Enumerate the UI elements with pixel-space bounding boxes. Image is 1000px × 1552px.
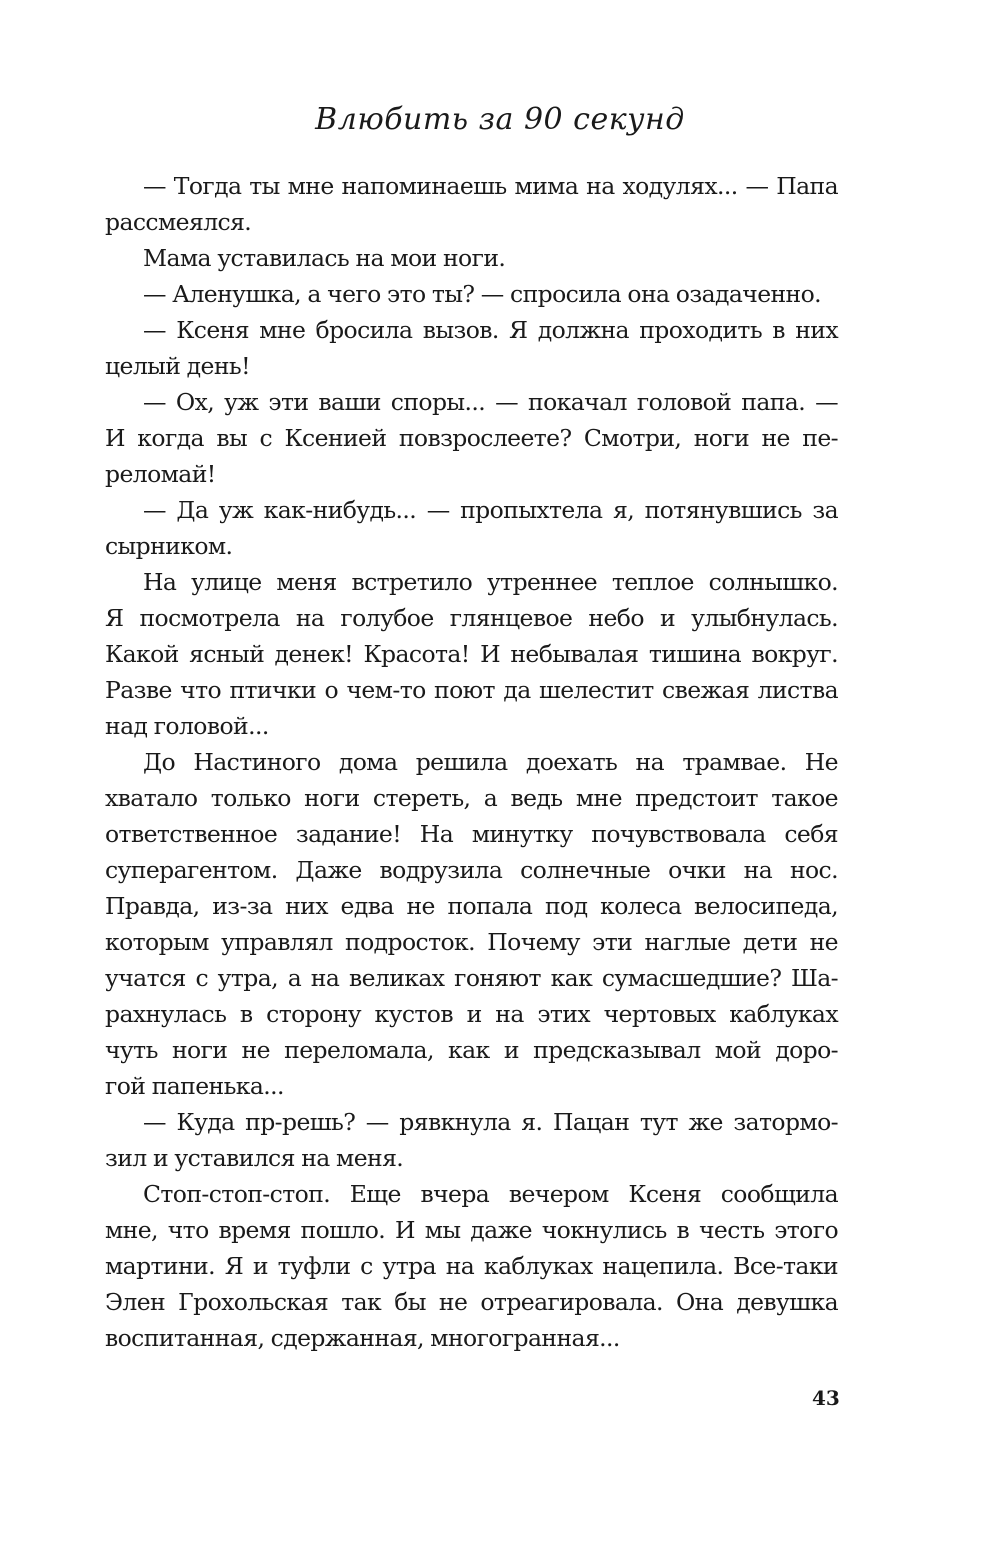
text-line: хватало только ноги стереть, а ведь мне предстоит такое <box>105 784 838 812</box>
text-line: Правда, из-за них едва не попала под колеса велосипеда, <box>105 892 838 920</box>
text-line: Какой ясный денек! Красота! И небывалая тишина вокруг. <box>105 640 838 668</box>
text-line: мне, что время пошло. И мы даже чокнулись в честь этого <box>105 1216 838 1244</box>
text-line: ответственное задание! На минутку почувствовала себя <box>105 820 838 848</box>
text-line: над головой... <box>105 712 269 740</box>
text-line: целый день! <box>105 352 250 380</box>
running-header-title: Влюбить за 90 секунд <box>315 102 685 137</box>
text-line: Разве что птички о чем-то поют да шелестит свежая листва <box>105 676 838 704</box>
text-line: — Куда пр-решь? — рявкнула я. Пацан тут же затормо- <box>143 1108 838 1136</box>
text-line: — Аленушка, а чего это ты? — спросила она озадаченно. <box>143 280 822 308</box>
text-line: рахнулась в сторону кустов и на этих чертовых каблуках <box>105 1000 838 1028</box>
text-line: И когда вы с Ксенией повзрослеете? Смотри, ноги не пе- <box>105 424 838 452</box>
text-line: мартини. Я и туфли с утра на каблуках нацепила. Все-таки <box>105 1252 838 1280</box>
text-line: воспитанная, сдержанная, многогранная... <box>105 1324 620 1352</box>
text-line: чуть ноги не переломала, как и предсказывал мой дорo- <box>105 1036 838 1064</box>
text-line: которым управлял подросток. Почему эти наглые дети не <box>105 928 838 956</box>
text-line: На улице меня встретило утреннее теплое солнышко. <box>143 568 838 596</box>
text-line: Мама уставилась на мои ноги. <box>143 244 506 272</box>
text-line: суперагентом. Даже водрузила солнечные очки на нос. <box>105 856 838 884</box>
text-line: гой папенька... <box>105 1072 284 1100</box>
text-line: зил и уставился на меня. <box>105 1144 404 1172</box>
text-line: Стоп-стоп-стоп. Еще вчера вечером Ксеня сообщила <box>143 1180 838 1208</box>
body-text <box>105 168 838 1356</box>
text-line: сырником. <box>105 532 233 560</box>
text-line: рассмеялся. <box>105 208 252 236</box>
text-line: реломай! <box>105 460 216 488</box>
text-line: — Тогда ты мне напоминаешь мима на ходулях... — Папа <box>143 172 838 200</box>
text-line: — Да уж как-нибудь... — пропыхтела я, потянувшись за <box>143 496 838 524</box>
text-line: — Ох, уж эти ваши споры... — покачал головой папа. — <box>143 388 838 416</box>
text-line: учатся с утра, а на великах гоняют как сумасшедшие? Ша- <box>105 964 838 992</box>
text-line: До Настиного дома решила доехать на трамвае. Не <box>143 748 838 776</box>
page-number: 43 <box>812 1386 840 1410</box>
text-line: Я посмотрела на голубое глянцевое небо и улыбнулась. <box>105 604 838 632</box>
text-line: Элен Грохольская так бы не отреагировала. Она девушка <box>105 1288 838 1316</box>
text-line: — Ксеня мне бросила вызов. Я должна проходить в них <box>143 316 838 344</box>
